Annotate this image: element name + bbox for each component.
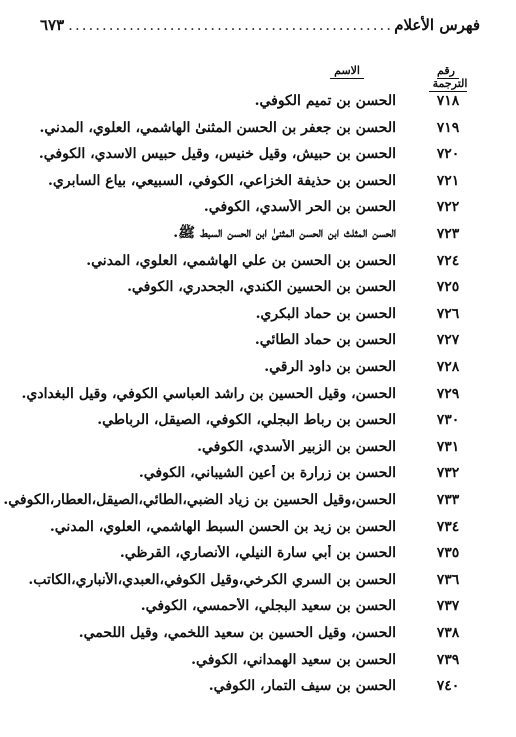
list-item <box>0 460 516 486</box>
list-item <box>0 194 516 220</box>
entry-number: ٧٢٢ <box>436 199 460 216</box>
entry-name: الحسن بن سعيد الهمداني، الكوفي. <box>191 651 396 668</box>
entry-number: ٧٣٤ <box>436 518 460 535</box>
entry-name: الحسن بن زيد بن الحسن السبط الهاشمي، العلوي، المدني. <box>49 518 396 535</box>
entry-name: الحسن بن سيف التمار، الكوفي. <box>208 678 396 695</box>
entry-number: ٧٣٧ <box>436 598 460 615</box>
page-title: فهرس الأعلام <box>394 16 480 34</box>
entry-number: ٧٣٦ <box>436 571 460 588</box>
entry-name: الحسن بن السري الكرخي،وقيل الكوفي،العبدي،الأنباري،الكاتب. <box>28 571 396 588</box>
list-item <box>0 354 516 380</box>
entry-name: الحسن بن حبيش، وقيل خنيس، وقيل حبيس الاسدي، الكوفي. <box>38 146 396 163</box>
entry-number: ٧٢٩ <box>436 385 460 402</box>
entry-name: الحسن بن الزبير الأسدي، الكوفي. <box>197 438 396 455</box>
list-item <box>0 407 516 433</box>
entry-number: ٧٢٨ <box>436 359 460 375</box>
entry-name: الحسن بن تميم الكوفي. <box>254 93 396 109</box>
entry-number: ٧٣٠ <box>436 412 460 429</box>
entry-number: ٧١٩ <box>436 119 460 136</box>
entry-name: الحسن بن داود الرقي. <box>264 359 396 375</box>
list-item <box>0 141 516 167</box>
list-item <box>0 327 516 353</box>
entry-name: الحسن بن سعيد البجلي، الأحمسي، الكوفي. <box>140 598 396 615</box>
list-item <box>0 381 516 407</box>
leader-dots <box>68 16 390 34</box>
page-header <box>40 16 480 40</box>
entry-name: الحسن بن الحسن بن علي الهاشمي، العلوي، المدني. <box>86 252 396 269</box>
entry-number: ٧٢١ <box>436 172 460 189</box>
entry-name: الحسن بن زرارة بن أعين الشيباني، الكوفي. <box>138 465 396 482</box>
list-item <box>0 487 516 513</box>
list-item <box>0 434 516 460</box>
entry-number: ٧٣٨ <box>436 625 460 641</box>
page-number: ٦٧٣ <box>40 16 65 34</box>
entry-number: ٧٢٦ <box>436 305 460 322</box>
entry-name: الحسن بن الحر الأسدي، الكوفي. <box>203 199 396 216</box>
entry-number: ٧٣١ <box>436 438 460 455</box>
list-item <box>0 647 516 673</box>
entry-name: الحسن المثلث ابن الحسن المثنىٰ ابن الحسن السبط ﷺ. <box>173 225 396 241</box>
list-item <box>0 673 516 699</box>
entry-number: ٧٣٩ <box>436 651 460 668</box>
column-header-name <box>330 64 364 77</box>
entry-name: الحسن بن حماد الطائي. <box>254 332 396 349</box>
entry-number: ٧٢٣ <box>436 226 460 242</box>
list-item <box>0 514 516 540</box>
entry-name: الحسن، وقيل الحسين بن سعيد اللخمي، وقيل اللحمي. <box>78 625 396 641</box>
entry-number: ٧٢٠ <box>436 146 460 163</box>
entry-name: الحسن بن حماد البكري. <box>255 305 396 322</box>
entry-name: الحسن،وقيل الحسين بن زياد الضبي،الطائي،الصيقل،العطار،الكوفي. <box>3 492 396 508</box>
entry-number: ٧٣٥ <box>436 545 460 562</box>
column-header-name-label: الاسم <box>330 64 364 79</box>
entry-number: ٧٢٤ <box>436 252 460 269</box>
list-item <box>0 274 516 300</box>
entry-number: ٧٣٢ <box>436 465 460 482</box>
entry-name: الحسن بن رباط البجلي، الكوفي، الصيقل، الرباطي. <box>97 412 396 429</box>
entry-name: الحسن، وقيل الحسين بن راشد العباسي الكوفي، وقيل البغدادي. <box>21 385 396 402</box>
list-item <box>0 567 516 593</box>
entry-name: الحسن بن أبي سارة النيلي، الأنصاري، القرظي. <box>119 545 396 562</box>
entry-name: الحسن بن حذيفة الخزاعي، الكوفي، السبيعي، بياع السابري. <box>48 172 396 189</box>
column-header-number <box>418 64 478 90</box>
entry-number: ٧٢٧ <box>436 332 460 349</box>
list-item <box>0 115 516 141</box>
list-item <box>0 248 516 274</box>
entry-number: ٧٢٥ <box>436 279 460 296</box>
list-item <box>0 221 516 247</box>
entry-name: الحسن بن جعفر بن الحسن المثنىٰ الهاشمي، العلوي، المدني. <box>39 119 396 136</box>
entry-number: ٧٣٣ <box>436 492 460 508</box>
entry-number: ٧١٨ <box>436 93 460 109</box>
list-item <box>0 88 516 114</box>
list-item <box>0 593 516 619</box>
list-item <box>0 168 516 194</box>
column-header-number-label: رقم الترجمة <box>429 64 468 92</box>
list-item <box>0 540 516 566</box>
entry-number: ٧٤٠ <box>436 678 460 695</box>
list-item <box>0 620 516 646</box>
list-item <box>0 301 516 327</box>
entry-name: الحسن بن الحسين الكندي، الجحدري، الكوفي. <box>127 279 396 296</box>
